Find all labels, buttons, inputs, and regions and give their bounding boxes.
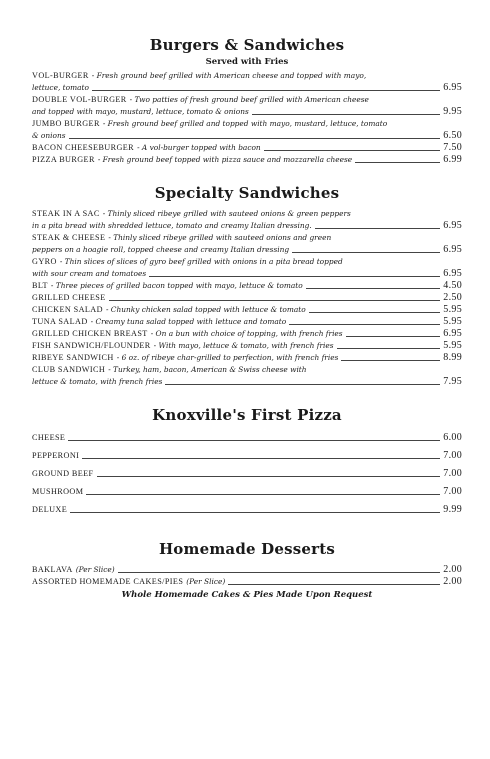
dot-leader bbox=[346, 336, 441, 337]
item-name: JUMBO BURGER bbox=[32, 119, 100, 128]
item-description: - Three pieces of grilled bacon topped with mayo, lettuce & tomato bbox=[50, 281, 303, 290]
menu-item bbox=[32, 352, 462, 364]
item-description: - Thinly sliced ribeye grilled with sauteed onions & green peppers bbox=[102, 209, 351, 218]
desserts-note: Whole Homemade Cakes & Pies Made Upon Request bbox=[121, 590, 373, 600]
menu-item bbox=[32, 304, 462, 316]
item-price: 6.00 bbox=[443, 432, 462, 443]
item-price: 9.99 bbox=[443, 504, 462, 515]
item-description: - Fresh ground beef grilled with American cheese and topped with mayo, bbox=[91, 71, 367, 80]
item-description: - A vol-burger topped with bacon bbox=[137, 143, 261, 152]
item-description: (Per Slice) bbox=[75, 565, 115, 574]
item-name: CLUB SANDWICH bbox=[32, 365, 106, 374]
dot-leader bbox=[97, 476, 441, 477]
item-price: 7.95 bbox=[443, 376, 462, 387]
item-name: PIZZA BURGER bbox=[32, 155, 95, 164]
specialty-list bbox=[32, 208, 462, 388]
item-name: BLT bbox=[32, 281, 48, 290]
dot-leader bbox=[228, 584, 440, 585]
menu-item bbox=[32, 486, 462, 498]
dot-leader bbox=[69, 138, 441, 139]
menu-item bbox=[32, 340, 462, 352]
dot-leader bbox=[165, 384, 440, 385]
item-price: 5.95 bbox=[443, 340, 462, 351]
item-name: ASSORTED HOMEMADE CAKES/PIES bbox=[32, 577, 184, 586]
item-price: 5.95 bbox=[443, 316, 462, 327]
item-price: 6.95 bbox=[443, 328, 462, 339]
item-price: 2.00 bbox=[443, 576, 462, 587]
menu-item bbox=[32, 256, 462, 280]
item-name: DOUBLE VOL-BURGER bbox=[32, 95, 127, 104]
dot-leader bbox=[252, 114, 441, 115]
item-price: 2.00 bbox=[443, 564, 462, 575]
menu-item bbox=[32, 468, 462, 480]
item-description-continued: lettuce & tomato, with french fries bbox=[32, 377, 163, 386]
item-name: GROUND BEEF bbox=[32, 469, 94, 478]
burgers-title: Burgers & Sandwiches bbox=[149, 36, 345, 54]
menu-item bbox=[32, 118, 462, 142]
item-description: - Turkey, ham, bacon, American & Swiss cheese with bbox=[108, 365, 307, 374]
item-description-continued: peppers on a hoagie roll, topped cheese and creamy Italian dressing bbox=[32, 245, 290, 254]
item-description: (Per Slice) bbox=[186, 577, 226, 586]
menu-item bbox=[32, 232, 462, 256]
item-description: - Creamy tuna salad topped with lettuce and tomato bbox=[90, 317, 287, 326]
item-price: 6.95 bbox=[443, 220, 462, 231]
item-name: CHICKEN SALAD bbox=[32, 305, 103, 314]
item-description-continued: and topped with mayo, mustard, lettuce, tomato & onions bbox=[32, 107, 249, 116]
menu-item bbox=[32, 328, 462, 340]
item-name: GRILLED CHEESE bbox=[32, 293, 106, 302]
item-description-continued: lettuce, tomato bbox=[32, 83, 89, 92]
dot-leader bbox=[68, 440, 440, 441]
menu-item bbox=[32, 450, 462, 462]
item-price: 6.50 bbox=[443, 130, 462, 141]
item-name: FISH SANDWICH/FLOUNDER bbox=[32, 341, 151, 350]
item-name: BAKLAVA bbox=[32, 565, 73, 574]
menu-item bbox=[32, 70, 462, 94]
dot-leader bbox=[82, 458, 440, 459]
menu-item bbox=[32, 364, 462, 388]
item-name: GRILLED CHICKEN BREAST bbox=[32, 329, 148, 338]
dot-leader bbox=[289, 324, 440, 325]
dot-leader bbox=[292, 252, 440, 253]
item-price: 8.99 bbox=[443, 352, 462, 363]
dot-leader bbox=[337, 348, 441, 349]
item-description: - With mayo, lettuce & tomato, with french fries bbox=[153, 341, 334, 350]
desserts-list bbox=[32, 564, 462, 588]
item-description-continued: & onions bbox=[32, 131, 66, 140]
menu-item bbox=[32, 432, 462, 444]
burgers-list bbox=[32, 70, 462, 166]
dot-leader bbox=[92, 90, 440, 91]
pizza-list bbox=[32, 432, 462, 516]
item-name: GYRO bbox=[32, 257, 57, 266]
dot-leader bbox=[70, 512, 440, 513]
desserts-title: Homemade Desserts bbox=[158, 540, 336, 558]
dot-leader bbox=[86, 494, 440, 495]
item-name: VOL-BURGER bbox=[32, 71, 89, 80]
item-price: 2.50 bbox=[443, 292, 462, 303]
item-name: STEAK & CHEESE bbox=[32, 233, 106, 242]
item-description: - 6 oz. of ribeye char-grilled to perfection, with french fries bbox=[116, 353, 339, 362]
item-price: 6.95 bbox=[443, 244, 462, 255]
item-description: - On a bun with choice of topping, with french fries bbox=[150, 329, 343, 338]
menu-item bbox=[32, 292, 462, 304]
item-price: 6.99 bbox=[443, 154, 462, 165]
burgers-subtitle: Served with Fries bbox=[205, 57, 289, 67]
item-description: - Chunky chicken salad topped with lettuce & tomato bbox=[105, 305, 306, 314]
specialty-title: Specialty Sandwiches bbox=[154, 184, 340, 202]
menu-item bbox=[32, 576, 462, 588]
dot-leader bbox=[306, 288, 441, 289]
item-price: 6.95 bbox=[443, 268, 462, 279]
dot-leader bbox=[264, 150, 441, 151]
dot-leader bbox=[149, 276, 440, 277]
item-name: BACON CHEESEBURGER bbox=[32, 143, 135, 152]
menu-item bbox=[32, 208, 462, 232]
item-name: TUNA SALAD bbox=[32, 317, 88, 326]
menu-item bbox=[32, 316, 462, 328]
menu-item bbox=[32, 142, 462, 154]
item-name: DELUXE bbox=[32, 505, 68, 514]
menu-item bbox=[32, 154, 462, 166]
menu-item bbox=[32, 504, 462, 516]
pizza-title: Knoxville's First Pizza bbox=[152, 406, 342, 424]
item-description: - Thinly sliced ribeye grilled with sauteed onions and green bbox=[108, 233, 332, 242]
item-price: 7.00 bbox=[443, 450, 462, 461]
dot-leader bbox=[309, 312, 441, 313]
item-price: 7.00 bbox=[443, 468, 462, 479]
dot-leader bbox=[118, 572, 441, 573]
dot-leader bbox=[341, 360, 440, 361]
item-description: - Thin slices of slices of gyro beef grilled with onions in a pita bread topped bbox=[59, 257, 343, 266]
menu-item bbox=[32, 564, 462, 576]
dot-leader bbox=[315, 228, 441, 229]
item-price: 7.50 bbox=[443, 142, 462, 153]
item-name: PEPPERONI bbox=[32, 451, 80, 460]
item-price: 4.50 bbox=[443, 280, 462, 291]
item-price: 5.95 bbox=[443, 304, 462, 315]
item-description-continued: with sour cream and tomatoes bbox=[32, 269, 147, 278]
menu-item bbox=[32, 94, 462, 118]
item-price: 6.95 bbox=[443, 82, 462, 93]
item-name: STEAK IN A SAC bbox=[32, 209, 100, 218]
item-name: RIBEYE SANDWICH bbox=[32, 353, 114, 362]
dot-leader bbox=[109, 300, 441, 301]
dot-leader bbox=[355, 162, 440, 163]
item-description: - Fresh ground beef topped with pizza sauce and mozzarella cheese bbox=[97, 155, 353, 164]
item-description: - Two patties of fresh ground beef grilled with American cheese bbox=[129, 95, 369, 104]
item-description: - Fresh ground beef grilled and topped with mayo, mustard, lettuce, tomato bbox=[102, 119, 388, 128]
item-price: 9.95 bbox=[443, 106, 462, 117]
menu-item bbox=[32, 280, 462, 292]
item-name: MUSHROOM bbox=[32, 487, 84, 496]
item-price: 7.00 bbox=[443, 486, 462, 497]
item-description-continued: in a pita bread with shredded lettuce, tomato and creamy Italian dressing. bbox=[32, 221, 312, 230]
item-name: CHEESE bbox=[32, 433, 66, 442]
